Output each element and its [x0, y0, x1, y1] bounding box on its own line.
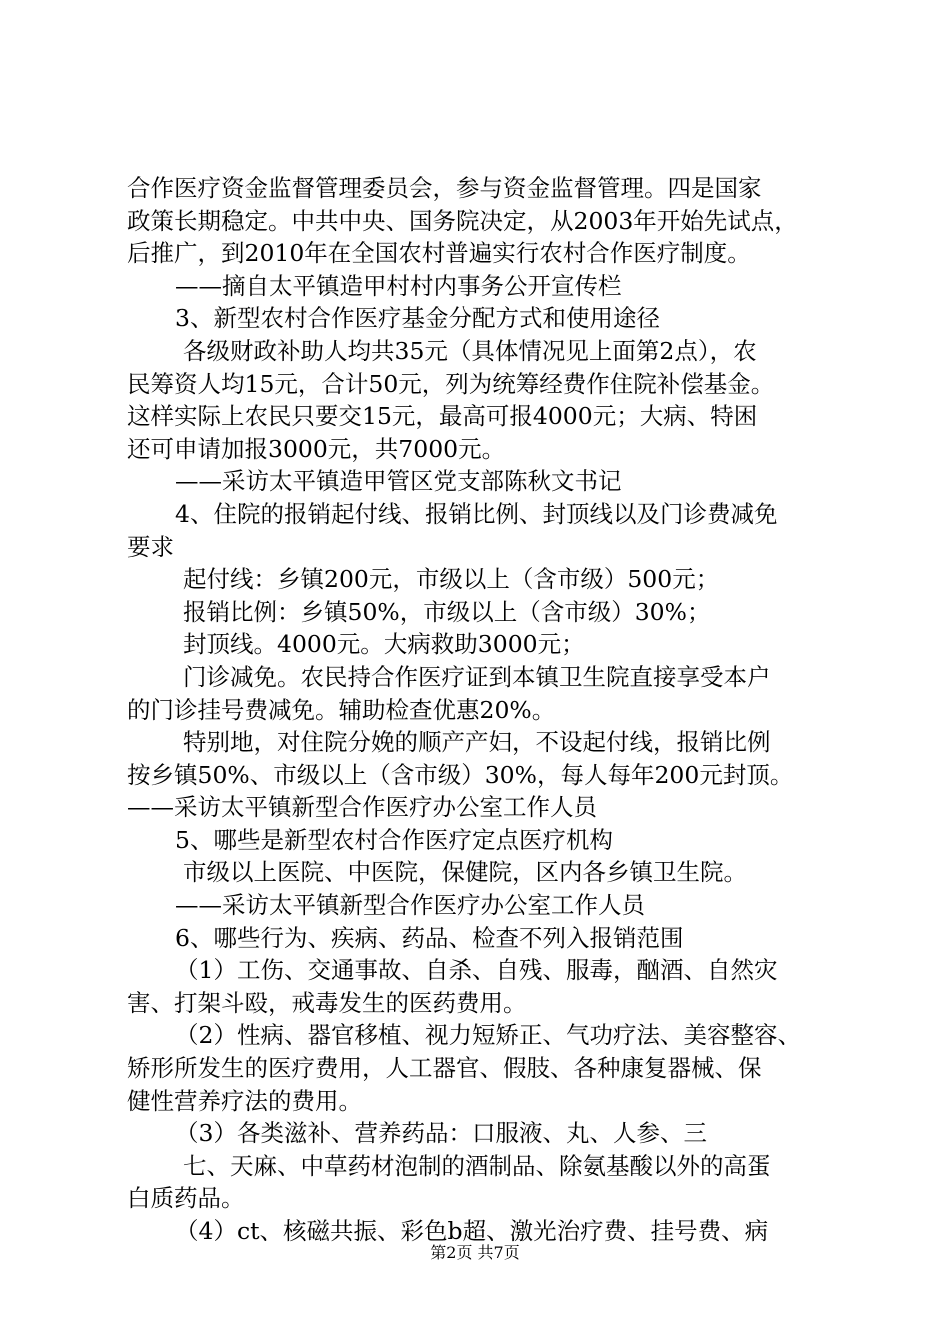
text-line: 按乡镇50%、市级以上（含市级）30%，每人每年200元封顶。 [127, 760, 794, 789]
text-line: 七、天麻、中草药材泡制的酒制品、除氨基酸以外的高蛋 [183, 1151, 771, 1180]
text-line: 的门诊挂号费减免。辅助检查优惠20%。 [127, 695, 556, 724]
text-line: 白质药品。 [127, 1184, 245, 1213]
page-number: 第2页 共7页 [430, 1243, 520, 1262]
text-line: 健性营养疗法的费用。 [127, 1086, 362, 1115]
section-heading: 6、哪些行为、疾病、药品、检查不列入报销范围 [175, 923, 684, 952]
text-line: 后推广，到2010年在全国农村普遍实行农村合作医疗制度。 [127, 239, 751, 268]
text-line: （1）工伤、交通事故、自杀、自残、服毒，酗酒、自然灾 [175, 956, 778, 985]
source-note: ——采访太平镇新型合作医疗办公室工作人员 [127, 793, 597, 822]
text-line: 民筹资人均15元，合计50元，列为统筹经费作住院补偿基金。 [127, 369, 775, 398]
text-line: 合作医疗资金监督管理委员会，参与资金监督管理。四是国家 [127, 174, 762, 202]
text-line: 害、打架斗殴，戒毒发生的医药费用。 [127, 988, 527, 1017]
text-line: 政策长期稳定。中共中央、国务院决定，从2003年开始先试点， [127, 206, 798, 235]
text-line: （2）性病、器官移植、视力短矫正、气功疗法、美容整容、 [175, 1021, 801, 1050]
text-line: 市级以上医院、中医院，保健院，区内各乡镇卫生院。 [183, 858, 747, 887]
text-line: 还可申请加报3000元，共7000元。 [127, 434, 506, 463]
section-heading: 5、哪些是新型农村合作医疗定点医疗机构 [175, 825, 613, 854]
section-heading: 3、新型农村合作医疗基金分配方式和使用途径 [175, 304, 660, 333]
text-line: 各级财政补助人均共35元（具体情况见上面第2点），农 [183, 336, 757, 365]
text-line: 矫形所发生的医疗费用，人工器官、假肢、各种康复器械、保 [127, 1054, 762, 1083]
text-line: 报销比例：乡镇50%，市级以上（含市级）30%； [183, 597, 711, 626]
source-note: ——采访太平镇造甲管区党支部陈秋文书记 [175, 467, 622, 496]
text-line: （3）各类滋补、营养药品：口服液、丸、人参、三 [175, 1119, 707, 1148]
section-heading: 4、住院的报销起付线、报销比例、封顶线以及门诊费减免 [175, 499, 778, 528]
text-line: （4）ct、核磁共振、彩色b超、激光治疗费、挂号费、病 [175, 1217, 769, 1245]
text-line: 要求 [127, 532, 174, 561]
text-line: 封顶线。4000元。大病救助3000元； [183, 630, 585, 659]
text-line: 这样实际上农民只要交15元，最高可报4000元；大病、特困 [127, 402, 758, 431]
source-note: ——摘自太平镇造甲村村内事务公开宣传栏 [175, 271, 622, 300]
body-text [127, 172, 847, 1248]
text-line: 门诊减免。农民持合作医疗证到本镇卫生院直接享受本户 [183, 662, 771, 691]
text-line: 起付线：乡镇200元，市级以上（含市级）500元； [183, 565, 720, 594]
text-line: 特别地，对住院分娩的顺产产妇，不设起付线，报销比例 [183, 728, 771, 757]
source-note: ——采访太平镇新型合作医疗办公室工作人员 [175, 891, 645, 920]
